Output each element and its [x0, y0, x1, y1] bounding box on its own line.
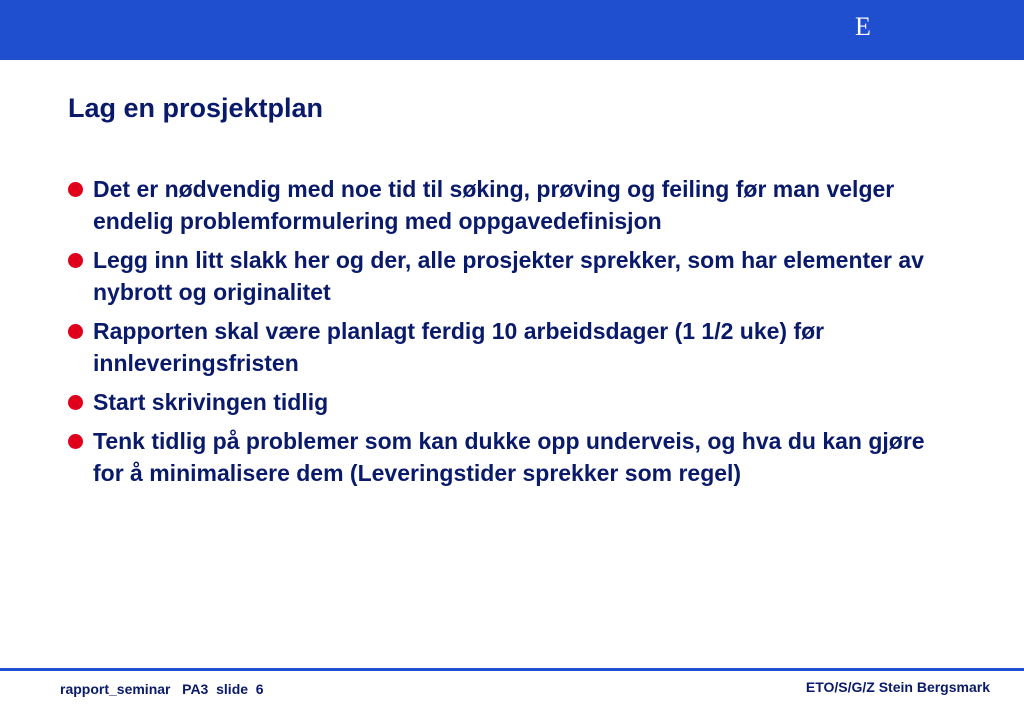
bullet-dot-icon: [68, 182, 83, 197]
footer-slide-info: rapport_seminar PA3 slide 6: [60, 681, 264, 697]
bullet-text: Legg inn litt slakk her og der, alle prosjekter sprekker, som har elementer av nybrott og originalitet: [93, 247, 924, 305]
bullet-text: Det er nødvendig med noe tid til søking, prøving og feiling før man velger endelig problemformulering med oppgavedefinisjon: [93, 176, 895, 234]
slide-title: Lag en prosjektplan: [68, 93, 324, 123]
bullet-text: Start skrivingen tidlig: [93, 389, 329, 415]
footer-author: ETO/S/G/Z Stein Bergsmark: [805, 679, 990, 695]
header-bar: [0, 0, 1024, 60]
bullet-item: [66, 386, 926, 418]
bullet-dot-icon: [68, 253, 83, 268]
bullet-item: [66, 315, 926, 379]
bullet-item: [66, 173, 926, 237]
bullet-list: [66, 173, 926, 496]
bullet-item: [66, 244, 926, 308]
bullet-item: [66, 425, 926, 489]
logo: E: [855, 12, 871, 41]
bullet-text: Tenk tidlig på problemer som kan dukke opp underveis, og hva du kan gjøre for å minimalisere dem (Leveringstider sprekker som regel): [93, 428, 925, 486]
bullet-text: Rapporten skal være planlagt ferdig 10 arbeidsdager (1 1/2 uke) før innleveringsfristen: [93, 318, 825, 376]
bullet-dot-icon: [68, 395, 83, 410]
bullet-dot-icon: [68, 324, 83, 339]
footer-divider: [0, 668, 1024, 671]
bullet-dot-icon: [68, 434, 83, 449]
